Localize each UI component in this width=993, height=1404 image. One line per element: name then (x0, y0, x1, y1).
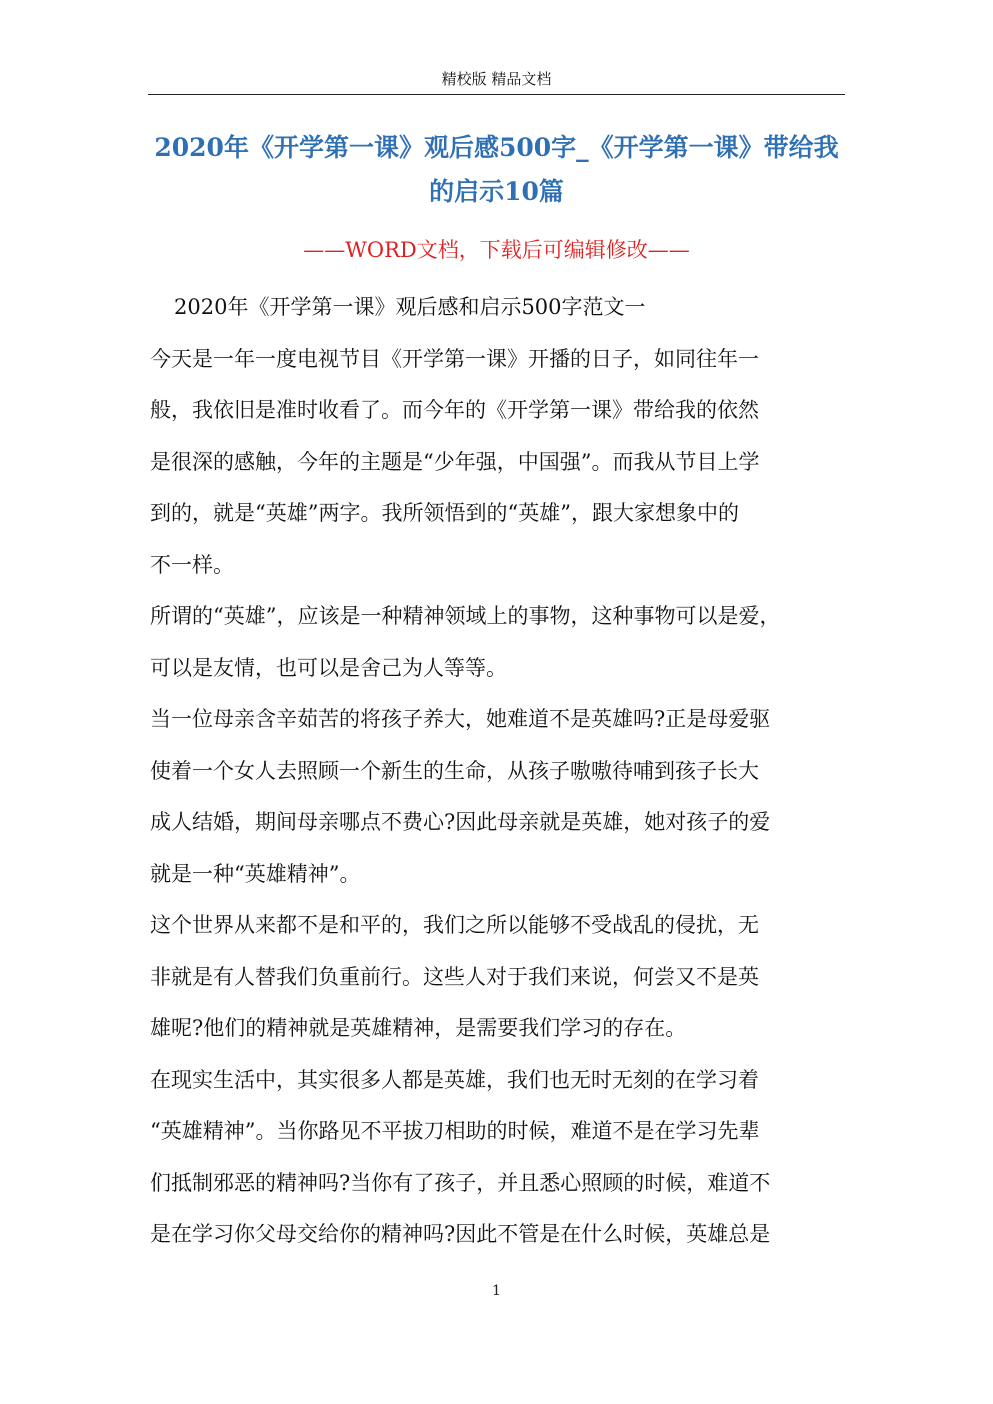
body-line: 到的，就是“英雄”两字。我所领悟到的“英雄”，跟大家想象中的 (150, 501, 739, 525)
body-line: 这个世界从来都不是和平的，我们之所以能够不受战乱的侵扰，无 (150, 913, 759, 937)
title-line-2: 的启示10篇 (429, 177, 564, 206)
document-body (150, 282, 840, 1261)
header-divider (148, 94, 845, 95)
body-line: 今天是一年一度电视节目《开学第一课》开播的日子，如同往年一 (150, 346, 759, 371)
body-line: 们抵制邪恶的精神吗?当你有了孩子，并且悉心照顾的时候，难道不 (150, 1170, 771, 1195)
document-title (148, 126, 845, 214)
section-heading: 2020年《开学第一课》观后感和启示500字范文一 (174, 295, 646, 319)
body-line: 是很深的感触，今年的主题是“少年强，中国强”。而我从节目上学 (150, 449, 760, 474)
title-line-1: 2020年《开学第一课》观后感500字_《开学第一课》带给我 (154, 133, 839, 162)
body-line: 是在学习你父母交给你的精神吗?因此不管是在什么时候，英雄总是 (150, 1222, 771, 1246)
body-line: 使着一个女人去照顾一个新生的生命，从孩子嗷嗷待哺到孩子长大 (150, 758, 759, 783)
page-number: 1 (492, 1283, 501, 1299)
body-line: 在现实生活中，其实很多人都是英雄，我们也无时无刻的在学习着 (150, 1067, 759, 1092)
body-line: 般，我依旧是准时收看了。而今年的《开学第一课》带给我的依然 (150, 398, 759, 422)
page-header: 精校版 精品文档 (441, 70, 552, 88)
body-line: 可以是友情，也可以是舍己为人等等。 (150, 655, 507, 680)
body-line: 非就是有人替我们负重前行。这些人对于我们来说，何尝又不是英 (150, 964, 759, 989)
body-line: “英雄精神”。当你路见不平拔刀相助的时候，难道不是在学习先辈 (150, 1119, 760, 1143)
document-subtitle: ——WORD文档，下载后可编辑修改—— (303, 238, 690, 262)
body-line: 就是一种“英雄精神”。 (150, 861, 361, 886)
body-line: 成人结婚，期间母亲哪点不费心?因此母亲就是英雄，她对孩子的爱 (150, 810, 771, 834)
body-line: 所谓的“英雄”，应该是一种精神领域上的事物，这种事物可以是爱， (150, 604, 781, 628)
body-line: 雄呢?他们的精神就是英雄精神，是需要我们学习的存在。 (150, 1016, 687, 1040)
body-line: 当一位母亲含辛茹苦的将孩子养大，她难道不是英雄吗?正是母爱驱 (150, 707, 771, 731)
body-line: 不一样。 (150, 552, 234, 577)
